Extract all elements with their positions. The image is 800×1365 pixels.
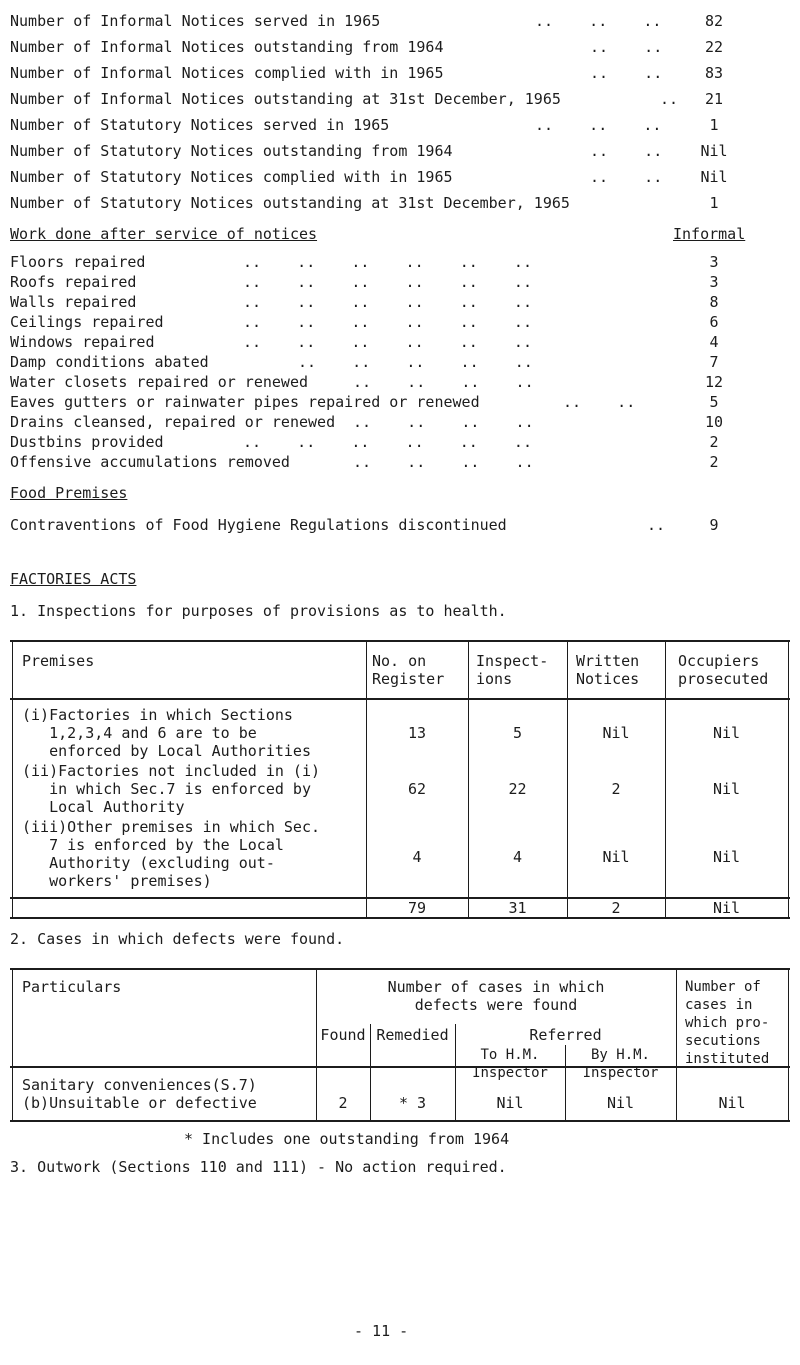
notice-label: Number of Statutory Notices outstanding from 1964 [10,142,453,160]
table-row-premises: (iii)Other premises in which Sec. 7 is enforced by the Local Authority (excluding out- workers' premises) [22,818,321,890]
work-item-label: Windows repaired [10,333,155,351]
factories-acts-heading: FACTORIES ACTS [10,570,137,588]
work-item-value: 2 [709,453,719,471]
work-item-dots: .. .. .. .. .. .. [243,313,532,331]
notice-value: 1 [709,116,719,134]
notice-label: Number of Informal Notices complied with in 1965 [10,64,444,82]
table-cell-written: Nil [602,848,630,866]
notice-value: 1 [709,194,719,212]
work-item-value: 3 [709,273,719,291]
table-cell-to-hmi: Nil [496,1094,524,1112]
informal-column-label: Informal [673,225,746,243]
table-cell-occupiers: Nil [712,780,741,798]
table-cell-inspections: 22 [508,780,527,798]
work-item-value: 10 [704,413,724,431]
work-item-dots: .. .. .. .. .. .. [243,273,532,291]
work-item-label: Floors repaired [10,253,146,271]
work-item-dots: .. .. .. .. .. .. [243,253,532,271]
notice-label: Number of Statutory Notices outstanding at 31st December, 1965 [10,194,570,212]
work-item-dots: .. .. .. .. [353,453,534,471]
work-item-label: Eaves gutters or rainwater pipes repaired or renewed [10,393,480,411]
notice-dots: .. .. [590,142,663,160]
work-item-value: 6 [709,313,719,331]
header-register: No. on Register [372,652,445,688]
notice-value: 21 [704,90,724,108]
notice-dots: .. .. [590,168,663,186]
work-item-label: Roofs repaired [10,273,137,291]
work-item-value: 3 [709,253,719,271]
notice-dots: .. .. [590,38,663,56]
work-item-label: Ceilings repaired [10,313,164,331]
work-done-heading: Work done after service of notices [10,225,318,243]
food-premises-heading: Food Premises [10,484,128,502]
table-cell-occupiers: Nil [712,848,741,866]
footnote: * Includes one outstanding from 1964 [184,1130,510,1148]
table-cell-by-hmi: Nil [606,1094,635,1112]
work-item-dots: .. .. .. .. .. [298,353,533,371]
notice-label: Number of Statutory Notices served in 1965 [10,116,390,134]
table-cell-prosecutions: Nil [718,1094,746,1112]
table-cell-register: 13 [407,724,427,742]
section-3-outwork: 3. Outwork (Sections 110 and 111) - No action required. [10,1158,507,1176]
table-cell-inspections: 4 [512,848,523,866]
table-cell-register: 62 [407,780,427,798]
work-item-label: Drains cleansed, repaired or renewed [10,413,336,431]
page-number: - 11 - [354,1322,409,1340]
header-found: Found [320,1026,366,1044]
table-cell-occupiers: Nil [712,724,741,742]
section-2-title: 2. Cases in which defects were found. [10,930,345,948]
work-item-dots: .. .. .. .. [353,373,534,391]
header-written-notices: Written Notices [576,652,640,688]
work-item-value: 12 [704,373,724,391]
work-item-label: Walls repaired [10,293,137,311]
notice-value: 83 [704,64,724,82]
header-defects-group: Number of cases in which defects were found [387,978,605,1014]
total-written: 2 [611,899,621,917]
food-dots: .. [647,516,666,534]
total-occupiers: Nil [712,899,741,917]
header-remedied: Remedied [376,1026,449,1044]
work-item-dots: .. .. .. .. [353,413,534,431]
notice-value: Nil [700,142,728,160]
table-cell-written: Nil [602,724,630,742]
header-referred: Referred [529,1026,602,1044]
table-cell-written: 2 [611,780,621,798]
work-item-dots: .. .. .. .. .. .. [243,333,532,351]
total-inspections: 31 [508,899,527,917]
header-inspections: Inspect- ions [476,652,549,688]
work-item-label: Water closets repaired or renewed [10,373,309,391]
table-cell-register: 4 [412,848,422,866]
total-register: 79 [407,899,427,917]
notice-dots: .. .. [590,64,663,82]
notice-value: 22 [704,38,724,56]
food-contraventions-label: Contraventions of Food Hygiene Regulations discontinued [10,516,507,534]
header-particulars: Particulars [22,978,122,996]
table-cell-remedied: * 3 [398,1094,427,1112]
notice-value: Nil [700,168,728,186]
notice-dots: .. [660,90,679,108]
work-item-value: 4 [709,333,719,351]
notice-value: 82 [704,12,724,30]
notice-dots: .. .. .. [535,116,662,134]
header-prosecutions: Number of cases in which pro- secutions instituted [685,979,770,1067]
work-item-dots: .. .. [563,393,636,411]
header-premises: Premises [22,652,95,670]
work-item-dots: .. .. .. .. .. .. [243,433,532,451]
table-cell-inspections: 5 [512,724,523,742]
header-by-hmi: By H.M. Inspector [582,1047,659,1081]
notice-dots: .. .. .. [535,12,662,30]
work-item-value: 7 [709,353,719,371]
work-item-label: Damp conditions abated [10,353,209,371]
header-occupiers-prosecuted: Occupiers prosecuted [678,652,769,688]
work-item-label: Dustbins provided [10,433,164,451]
notice-label: Number of Informal Notices served in 1965 [10,12,381,30]
notice-label: Number of Statutory Notices complied with in 1965 [10,168,453,186]
work-item-dots: .. .. .. .. .. .. [243,293,532,311]
table-cell-found: 2 [338,1094,348,1112]
notice-label: Number of Informal Notices outstanding from 1964 [10,38,444,56]
section-1-title: 1. Inspections for purposes of provisions as to health. [10,602,507,620]
work-item-value: 8 [709,293,719,311]
food-contraventions-value: 9 [709,516,719,534]
work-item-value: 5 [709,393,719,411]
notice-label: Number of Informal Notices outstanding at 31st December, 1965 [10,90,561,108]
table-row-premises: (ii)Factories not included in (i) in which Sec.7 is enforced by Local Authority [22,762,321,816]
work-item-label: Offensive accumulations removed [10,453,290,471]
work-item-value: 2 [709,433,719,451]
header-to-hmi: To H.M. Inspector [472,1047,548,1081]
table-row-premises: (i)Factories in which Sections 1,2,3,4 and 6 are to be enforced by Local Authorities [22,706,311,760]
table-row-particulars: Sanitary conveniences(S.7) (b)Unsuitable or defective [22,1076,257,1112]
